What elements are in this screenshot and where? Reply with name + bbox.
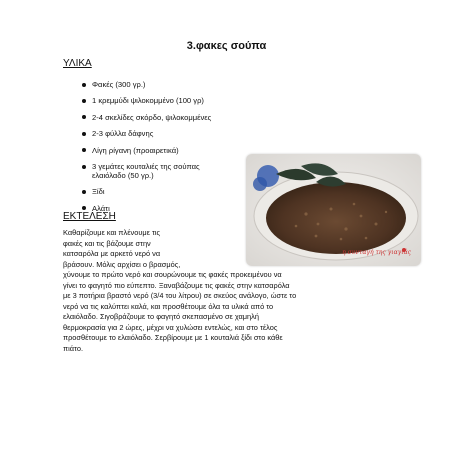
method-line: κατσαρόλα με αρκετό νερό να (63, 249, 161, 258)
method-line: θερμοκρασία για 2 ώρες, μέχρι να χυλώσει εντελώς, και στο τέλος (63, 322, 278, 332)
ingredient-item: 1 κρεμμύδι ψιλοκομμένο (100 γρ) (82, 96, 242, 105)
ingredients-list (82, 80, 242, 220)
photo-caption: η συνταγή της γιαγιάς (342, 249, 411, 256)
method-line: νερό να τις καλύπτει καλά, και προσθέτουμε όλα τα υλικά από το (63, 301, 274, 311)
method-line: πιάτο. (63, 343, 83, 353)
ingredient-item: Λίγη ρίγανη (προαιρετικά) (82, 146, 242, 155)
ingredient-item: 2-3 φύλλα δάφνης (82, 129, 242, 138)
method-heading: ΕΚΤΕΛΕΣΗ (63, 211, 116, 222)
method-line: με 3 ποτήρια βραστό νερό (3/4 του λίτρου) σε σκεύος ανάλογο, ώστε το (63, 291, 297, 300)
ingredient-item: 2-4 σκελίδες σκόρδο, ψιλοκομμένες (82, 113, 242, 122)
ingredient-item: Ξίδι (82, 187, 242, 196)
lentil-soup-photo (246, 154, 421, 266)
method-line: χύνουμε το πρώτο νερό και σουρώνουμε τις φακές προκειμένου να (63, 270, 282, 279)
method-line: βράσουν. Μόλις αρχίσει ο βρασμός, (63, 259, 181, 269)
method-line: προσθέτουμε το ελαιόλαδο. Σερβίρουμε με 1 κουταλιά ξίδι στο κάθε (63, 333, 283, 342)
ingredient-item: 3 γεμάτες κουταλιές της σούπας ελαιόλαδο (50 γρ.) (82, 162, 212, 180)
ingredient-item: Αλάτι (82, 204, 242, 213)
recipe-title: 3.φακες σούπα (186, 40, 267, 52)
method-line: γίνει το φαγητό πιο εύπεπτο. Ξαναβάζουμε τις φακές στην κατσαρόλα (63, 280, 290, 290)
ingredient-item: Φακές (300 γρ.) (82, 80, 242, 89)
method-line: φακές και τις βάζουμε στην (63, 238, 151, 248)
ingredients-heading: ΥΛΙΚΑ (63, 58, 92, 69)
method-line: Καθαρίζουμε και πλένουμε τις (63, 228, 161, 237)
method-line: ελαιόλαδο. Σιγοβράζουμε το φαγητό σκεπασμένο σε χαμηλή (63, 312, 259, 321)
